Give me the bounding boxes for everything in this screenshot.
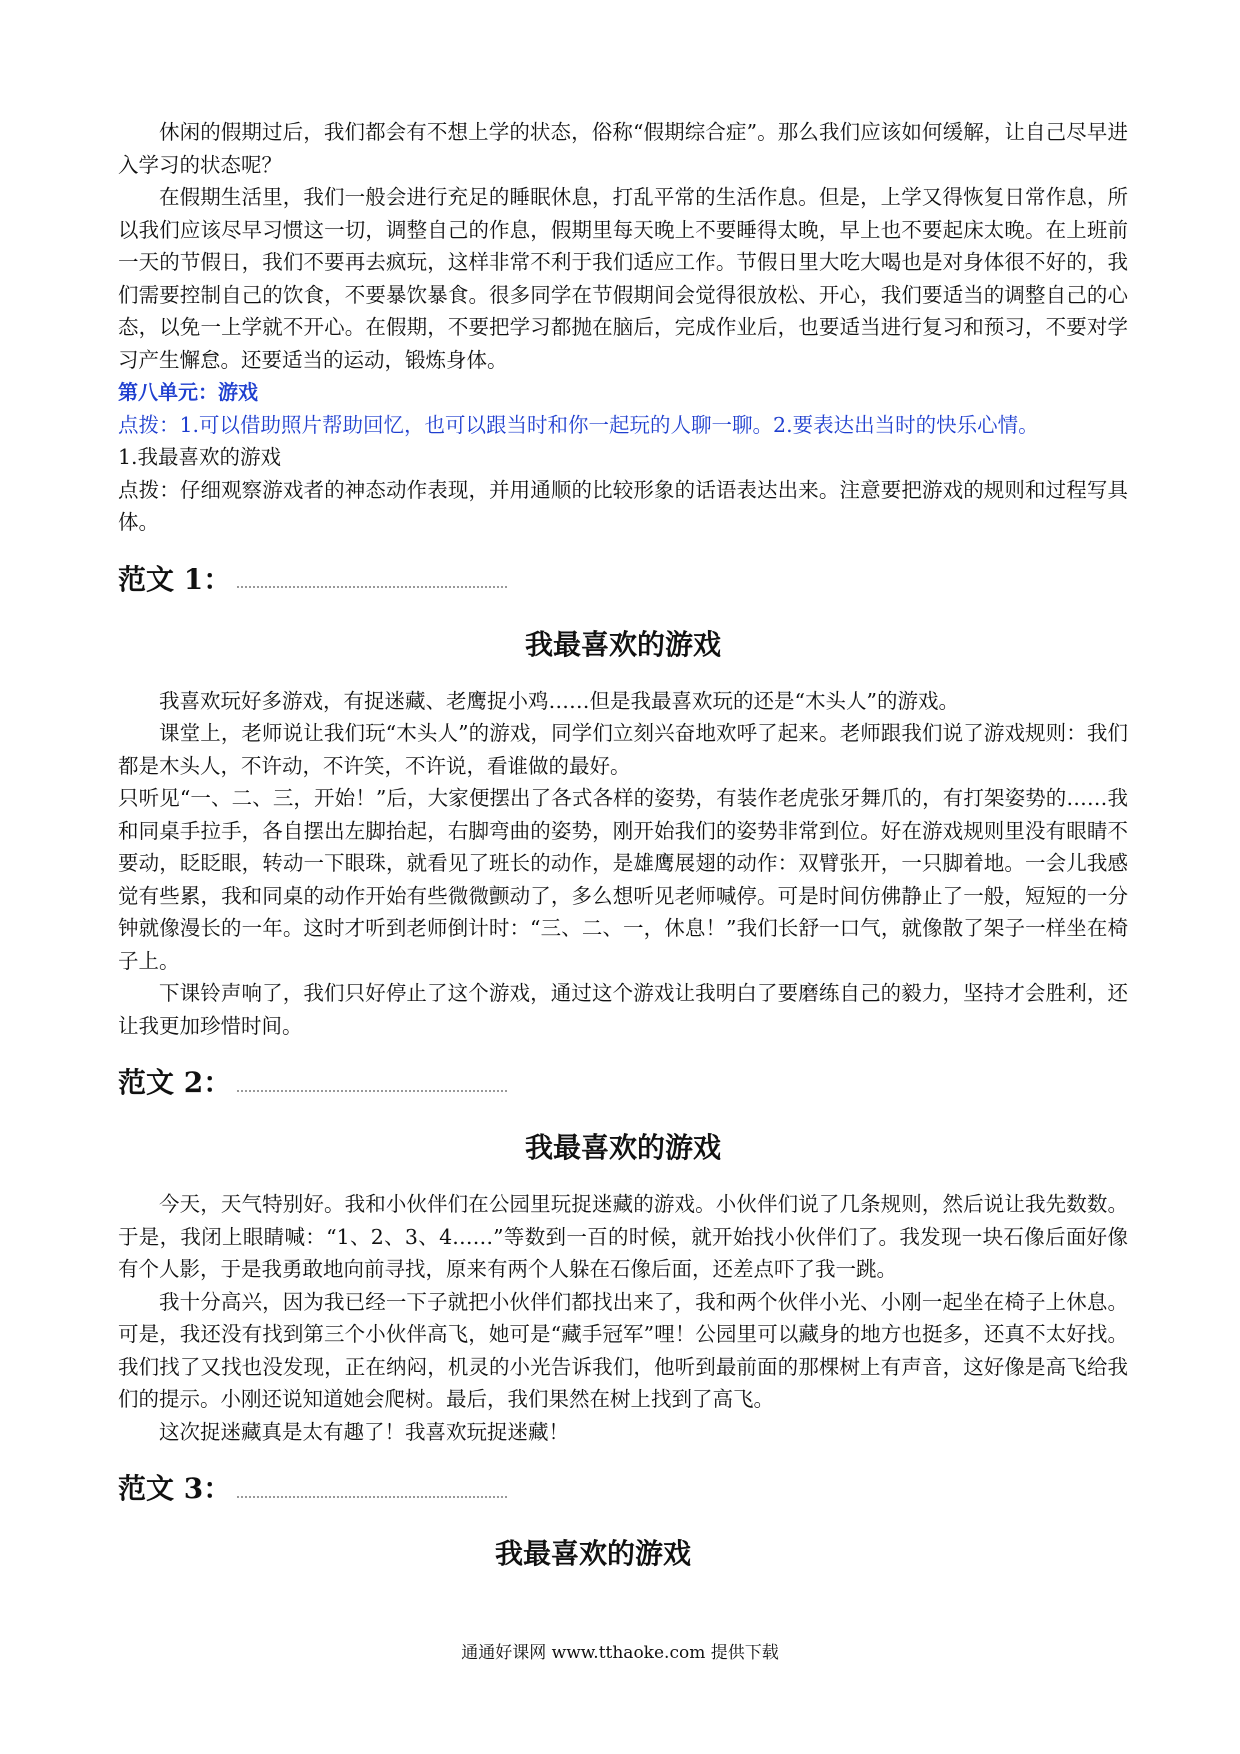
dotted-leader: [237, 1090, 507, 1092]
intro-paragraph-2: 在假期生活里，我们一般会进行充足的睡眠休息，打乱平常的生活作息。但是，上学又得恢复日常作息，所以我们应该尽早习惯这一切，调整自己的作息，假期里每天晚上不要睡得太晚，早上也不要起床太晚。在上班前一天的节假日，我们不要再去疯玩，这样非常不利于我们适应工作。节假日里大吃大喝也是对身体很不好的，我们需要控制自己的饮食，不要暴饮暴食。很多同学在节假期间会觉得很放松、开心，我们要适当的调整自己的心态，以免一上学就不开心。在假期，不要把学习都抛在脑后，完成作业后，也要适当进行复习和预习，不要对学习产生懈怠。还要适当的运动，锻炼身体。: [118, 185, 1128, 372]
sample-label-text: 范文 3：: [118, 1472, 232, 1505]
essay-paragraph: 下课铃声响了，我们只好停止了这个游戏，通过这个游戏让我明白了要磨练自己的毅力，坚持才会胜利，还让我更加珍惜时间。: [118, 981, 1128, 1038]
topic-title: 1.我最喜欢的游戏: [118, 445, 282, 469]
intro-paragraph-1: 休闲的假期过后，我们都会有不想上学的状态，俗称“假期综合症”。那么我们应该如何缓解，让自己尽早进入学习的状态呢？: [118, 120, 1128, 177]
essay-title: 我最喜欢的游戏: [494, 1537, 691, 1570]
unit-heading: 第八单元：游戏: [118, 380, 258, 404]
essay-paragraph: 我喜欢玩好多游戏，有捉迷藏、老鹰捉小鸡……但是我最喜欢玩的还是“木头人”的游戏。: [159, 688, 959, 713]
sample-label: [118, 1064, 1128, 1102]
unit-tip: 点拨：1.可以借助照片帮助回忆，也可以跟当时和你一起玩的人聊一聊。2.要表达出当时的快乐心情。: [118, 412, 1039, 437]
essay-title: 我最喜欢的游戏: [524, 627, 721, 661]
topic-tip: 点拨：仔细观察游戏者的神态动作表现，并用通顺的比较形象的话语表达出来。注意要把游戏的规则和过程写具体。: [118, 477, 1128, 534]
dotted-leader: [237, 586, 507, 588]
sample-label-text: 范文 2：: [118, 1066, 232, 1099]
essay-title: 我最喜欢的游戏: [524, 1131, 721, 1164]
sample-label: [118, 1470, 1128, 1508]
document-body: [118, 116, 1128, 1594]
essay-paragraph: 我十分高兴，因为我已经一下子就把小伙伴们都找出来了，我和两个伙伴小光、小刚一起坐在椅子上休息。可是，我还没有找到第三个小伙伴高飞，她可是“藏手冠军”哩！公园里可以藏身的地方也挺多，还真不太好找。我们找了又找也没发现，正在纳闷，机灵的小光告诉我们，他听到最前面的那棵树上有声音，这好像是高飞给我们的提示。小刚还说知道她会爬树。最后，我们果然在树上找到了高飞。: [118, 1289, 1128, 1411]
essay-paragraph: 课堂上，老师说让我们玩“木头人”的游戏，同学们立刻兴奋地欢呼了起来。老师跟我们说了游戏规则：我们都是木头人，不许动，不许笑，不许说，看谁做的最好。: [118, 721, 1128, 778]
sample-label-text: 范文 1：: [118, 562, 232, 596]
essay-paragraph: 只听见“一、二、三，开始！”后，大家便摆出了各式各样的姿势，有装作老虎张牙舞爪的，有打架姿势的……我和同桌手拉手，各自摆出左脚抬起，右脚弯曲的姿势，刚开始我们的姿势非常到位。好在游戏规则里没有眼睛不要动，眨眨眼，转动一下眼珠，就看见了班长的动作，是雄鹰展翅的动作：双臂张开，一只脚着地。一会儿我感觉有些累，我和同桌的动作开始有些微微颤动了，多么想听见老师喊停。可是时间仿佛静止了一般，短短的一分钟就像漫长的一年。这时才听到老师倒计时：“三、二、一，休息！”我们长舒一口气，就像散了架子一样坐在椅子上。: [118, 786, 1128, 973]
dotted-leader: [237, 1496, 507, 1498]
essay-paragraph: 这次捉迷藏真是太有趣了！我喜欢玩捉迷藏！: [159, 1419, 569, 1444]
page-footer: 通通好课网 www.tthaoke.com 提供下载: [461, 1643, 779, 1663]
sample-label: [118, 561, 1128, 599]
essay-paragraph: 今天，天气特别好。我和小伙伴们在公园里玩捉迷藏的游戏。小伙伴们说了几条规则，然后说让我先数数。于是，我闭上眼睛喊：“1、2、3、4……”等数到一百的时候，就开始找小伙伴们了。我发现一块石像后面好像有个人影，于是我勇敢地向前寻找，原来有两个人躲在石像后面，还差点吓了我一跳。: [118, 1192, 1128, 1281]
